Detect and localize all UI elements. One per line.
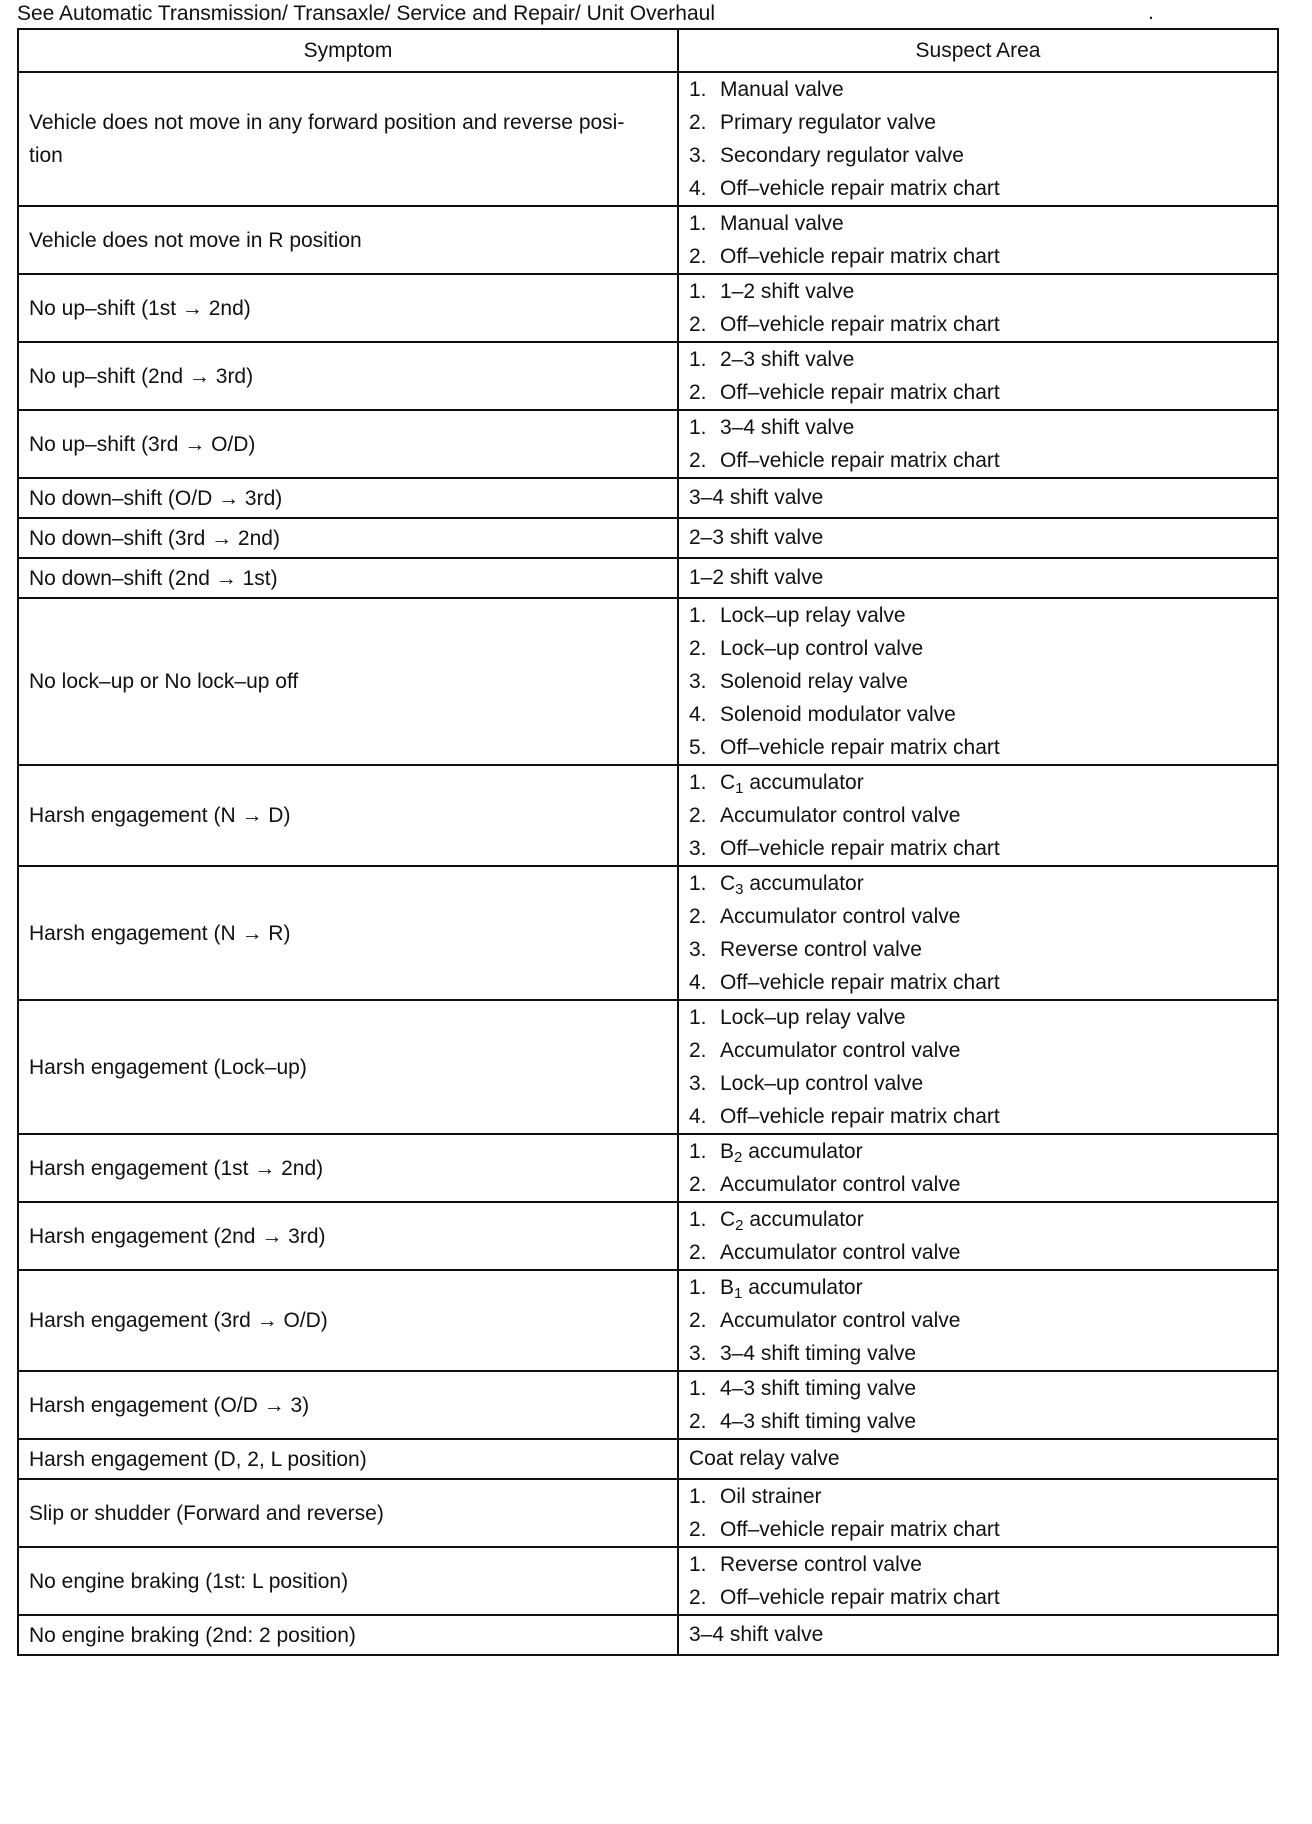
- item-number: 4.: [689, 1104, 707, 1128]
- item-number: 2.: [689, 1585, 707, 1609]
- list-item: [689, 665, 1267, 698]
- item-number: 2.: [689, 904, 707, 928]
- item-text: Off–vehicle repair matrix chart: [720, 176, 1000, 200]
- item-text: Off–vehicle repair matrix chart: [720, 836, 1000, 860]
- table-row: [18, 206, 1278, 274]
- suspect-area-list: [689, 599, 1267, 764]
- item-number: 2.: [689, 244, 707, 268]
- item-text: Primary regulator valve: [720, 110, 936, 134]
- suspect-area-text: 1–2 shift valve: [689, 566, 824, 589]
- suspect-area-text: 3–4 shift valve: [689, 1623, 824, 1646]
- symptom-cell: No down–shift (3rd → 2nd): [18, 518, 678, 558]
- item-text: Oil strainer: [720, 1484, 822, 1508]
- item-text-prefix: B: [720, 1275, 735, 1299]
- item-text: 1–2 shift valve: [720, 279, 855, 303]
- item-text: Secondary regulator valve: [720, 143, 964, 167]
- list-item: [689, 275, 1267, 308]
- item-number: 1.: [689, 1376, 707, 1400]
- suspect-area-text: 3–4 shift valve: [689, 486, 824, 509]
- table-row: [18, 1439, 1278, 1479]
- list-item: [689, 698, 1267, 731]
- list-item: [689, 106, 1267, 139]
- item-number: 2.: [689, 636, 707, 660]
- item-number: 1.: [689, 1484, 707, 1508]
- item-number: 3.: [689, 143, 707, 167]
- table-row: [18, 274, 1278, 342]
- symptom-cell: Slip or shudder (Forward and reverse): [18, 1479, 678, 1547]
- list-item: [689, 1203, 1267, 1236]
- item-text-suffix: accumulator: [743, 871, 864, 895]
- suspect-area-cell: [678, 342, 1278, 410]
- list-item: [689, 1067, 1267, 1100]
- item-text: [720, 1208, 864, 1232]
- item-subscript: 3: [735, 880, 744, 898]
- item-text: Accumulator control valve: [720, 1240, 961, 1264]
- item-text: [720, 1140, 863, 1164]
- item-number: 3.: [689, 669, 707, 693]
- list-item: [689, 1135, 1267, 1168]
- item-text: Lock–up control valve: [720, 636, 924, 660]
- table-row: [18, 1547, 1278, 1615]
- item-text: Off–vehicle repair matrix chart: [720, 448, 1000, 472]
- suspect-area-list: [689, 73, 1267, 205]
- list-item: [689, 343, 1267, 376]
- suspect-area-cell: [678, 1371, 1278, 1439]
- item-number: 4.: [689, 176, 707, 200]
- table-row: [18, 1479, 1278, 1547]
- symptom-cell: No down–shift (2nd → 1st): [18, 558, 678, 598]
- item-number: 3.: [689, 1071, 707, 1095]
- list-item: [689, 1372, 1267, 1405]
- list-item: [689, 1168, 1267, 1201]
- suspect-area-list: [689, 1372, 1267, 1438]
- symptom-cell: Harsh engagement (Lock–up): [18, 1000, 678, 1134]
- item-text: 3–4 shift valve: [720, 415, 855, 439]
- list-item: [689, 900, 1267, 933]
- list-item: [689, 1337, 1267, 1370]
- column-header-symptom: Symptom: [18, 29, 678, 72]
- item-text: [720, 1276, 863, 1300]
- list-item: [689, 1581, 1267, 1614]
- list-item: [689, 933, 1267, 966]
- item-text: Reverse control valve: [720, 937, 922, 961]
- list-item: [689, 172, 1267, 205]
- suspect-area-text: Coat relay valve: [689, 1447, 840, 1470]
- item-number: 1.: [689, 77, 707, 101]
- suspect-area-text: 2–3 shift valve: [689, 526, 824, 549]
- symptom-cell: Harsh engagement (N → D): [18, 765, 678, 866]
- suspect-area-cell: [678, 598, 1278, 765]
- table-row: [18, 598, 1278, 765]
- item-text: Off–vehicle repair matrix chart: [720, 970, 1000, 994]
- item-text: 4–3 shift timing valve: [720, 1376, 917, 1400]
- item-number: 1.: [689, 770, 707, 794]
- item-number: 2.: [689, 1240, 707, 1264]
- symptom-cell: Vehicle does not move in any forward position and reverse posi- tion: [18, 72, 678, 206]
- item-text-prefix: B: [720, 1139, 735, 1163]
- table-row: [18, 1270, 1278, 1371]
- item-text: 3–4 shift timing valve: [720, 1341, 917, 1365]
- item-number: 2.: [689, 1172, 707, 1196]
- item-number: 1.: [689, 1139, 707, 1163]
- list-item: [689, 207, 1267, 240]
- suspect-area-cell: [678, 1134, 1278, 1202]
- symptom-cell: Harsh engagement (O/D → 3): [18, 1371, 678, 1439]
- item-text: Off–vehicle repair matrix chart: [720, 735, 1000, 759]
- table-row: [18, 866, 1278, 1000]
- list-item: [689, 1513, 1267, 1546]
- item-text: Off–vehicle repair matrix chart: [720, 312, 1000, 336]
- symptom-cell: Vehicle does not move in R position: [18, 206, 678, 274]
- item-text-suffix: accumulator: [743, 1207, 864, 1231]
- list-item: [689, 308, 1267, 341]
- symptom-cell: No down–shift (O/D → 3rd): [18, 478, 678, 518]
- table-row: [18, 558, 1278, 598]
- item-number: 2.: [689, 110, 707, 134]
- item-number: 3.: [689, 1341, 707, 1365]
- item-number: 1.: [689, 279, 707, 303]
- item-number: 1.: [689, 1005, 707, 1029]
- item-number: 1.: [689, 603, 707, 627]
- suspect-area-cell: [678, 1615, 1278, 1655]
- item-number: 2.: [689, 380, 707, 404]
- item-text-suffix: accumulator: [743, 770, 864, 794]
- item-text: Solenoid modulator valve: [720, 702, 956, 726]
- list-item: [689, 73, 1267, 106]
- column-header-suspect-area: Suspect Area: [678, 29, 1278, 72]
- suspect-area-cell: [678, 410, 1278, 478]
- suspect-area-cell: [678, 1000, 1278, 1134]
- item-text-suffix: accumulator: [742, 1139, 863, 1163]
- suspect-area-list: [689, 411, 1267, 477]
- item-text: Accumulator control valve: [720, 1308, 961, 1332]
- list-item: [689, 599, 1267, 632]
- item-number: 3.: [689, 836, 707, 860]
- table-row: [18, 342, 1278, 410]
- symptom-cell: Harsh engagement (2nd → 3rd): [18, 1202, 678, 1270]
- item-text: Accumulator control valve: [720, 1172, 961, 1196]
- symptom-cell: No engine braking (1st: L position): [18, 1547, 678, 1615]
- table-row: [18, 1000, 1278, 1134]
- item-number: 1.: [689, 1275, 707, 1299]
- item-text: 4–3 shift timing valve: [720, 1409, 917, 1433]
- item-text: Off–vehicle repair matrix chart: [720, 1585, 1000, 1609]
- list-item: [689, 832, 1267, 865]
- header-dot: .: [1148, 1, 1154, 24]
- page-breadcrumb: See Automatic Transmission/ Transaxle/ Service and Repair/ Unit Overhaul: [17, 2, 715, 25]
- item-text-prefix: C: [720, 770, 736, 794]
- table-row: [18, 1202, 1278, 1270]
- suspect-area-list: [689, 867, 1267, 999]
- item-text: Accumulator control valve: [720, 904, 961, 928]
- list-item: [689, 799, 1267, 832]
- item-text: Accumulator control valve: [720, 803, 961, 827]
- suspect-area-list: [689, 1203, 1267, 1269]
- suspect-area-list: [689, 1548, 1267, 1614]
- suspect-area-list: [689, 1271, 1267, 1370]
- symptom-cell: No up–shift (3rd → O/D): [18, 410, 678, 478]
- item-number: 2.: [689, 1409, 707, 1433]
- list-item: [689, 139, 1267, 172]
- list-item: [689, 1548, 1267, 1581]
- list-item: [689, 1100, 1267, 1133]
- item-subscript: 2: [735, 1216, 744, 1234]
- item-text-prefix: C: [720, 1207, 736, 1231]
- item-text: Reverse control valve: [720, 1552, 922, 1576]
- item-number: 4.: [689, 970, 707, 994]
- list-item: [689, 966, 1267, 999]
- symptom-table: [17, 28, 1279, 1656]
- suspect-area-cell: [678, 765, 1278, 866]
- item-number: 2.: [689, 1517, 707, 1541]
- suspect-area-list: [689, 1135, 1267, 1201]
- suspect-area-list: [689, 207, 1267, 273]
- item-text-prefix: C: [720, 871, 736, 895]
- item-text: Manual valve: [720, 211, 844, 235]
- item-number: 2.: [689, 312, 707, 336]
- item-subscript: 2: [734, 1148, 743, 1166]
- item-text: 2–3 shift valve: [720, 347, 855, 371]
- list-item: [689, 867, 1267, 900]
- symptom-cell: Harsh engagement (N → R): [18, 866, 678, 1000]
- table-body: [18, 72, 1278, 1655]
- item-number: 1.: [689, 1207, 707, 1231]
- list-item: [689, 766, 1267, 799]
- item-text: Off–vehicle repair matrix chart: [720, 1517, 1000, 1541]
- table-header-row: [18, 29, 1278, 72]
- list-item: [689, 632, 1267, 665]
- item-number: 1.: [689, 415, 707, 439]
- table-row: [18, 410, 1278, 478]
- suspect-area-cell: [678, 274, 1278, 342]
- suspect-area-cell: [678, 518, 1278, 558]
- table-row: [18, 1371, 1278, 1439]
- item-number: 4.: [689, 702, 707, 726]
- list-item: [689, 1034, 1267, 1067]
- suspect-area-list: [689, 1001, 1267, 1133]
- list-item: [689, 1480, 1267, 1513]
- item-text: Manual valve: [720, 77, 844, 101]
- suspect-area-cell: [678, 1439, 1278, 1479]
- suspect-area-list: [689, 275, 1267, 341]
- item-number: 1.: [689, 211, 707, 235]
- list-item: [689, 1001, 1267, 1034]
- table-row: [18, 478, 1278, 518]
- list-item: [689, 240, 1267, 273]
- item-text: Solenoid relay valve: [720, 669, 908, 693]
- list-item: [689, 411, 1267, 444]
- item-text: Off–vehicle repair matrix chart: [720, 244, 1000, 268]
- symptom-cell: Harsh engagement (D, 2, L position): [18, 1439, 678, 1479]
- item-text: Lock–up relay valve: [720, 1005, 906, 1029]
- suspect-area-list: [689, 343, 1267, 409]
- item-text: Off–vehicle repair matrix chart: [720, 1104, 1000, 1128]
- item-number: 2.: [689, 1308, 707, 1332]
- item-number: 1.: [689, 871, 707, 895]
- suspect-area-cell: [678, 558, 1278, 598]
- table-row: [18, 72, 1278, 206]
- suspect-area-cell: [678, 1270, 1278, 1371]
- table-row: [18, 1615, 1278, 1655]
- suspect-area-list: [689, 1480, 1267, 1546]
- table-row: [18, 518, 1278, 558]
- list-item: [689, 1304, 1267, 1337]
- suspect-area-cell: [678, 866, 1278, 1000]
- list-item: [689, 376, 1267, 409]
- list-item: [689, 1271, 1267, 1304]
- item-subscript: 1: [734, 1284, 743, 1302]
- item-text: [720, 872, 864, 896]
- suspect-area-cell: [678, 206, 1278, 274]
- item-text: Accumulator control valve: [720, 1038, 961, 1062]
- list-item: [689, 731, 1267, 764]
- item-number: 2.: [689, 1038, 707, 1062]
- symptom-cell: Harsh engagement (1st → 2nd): [18, 1134, 678, 1202]
- symptom-cell: No engine braking (2nd: 2 position): [18, 1615, 678, 1655]
- symptom-cell: No up–shift (2nd → 3rd): [18, 342, 678, 410]
- item-text: Lock–up control valve: [720, 1071, 924, 1095]
- suspect-area-cell: [678, 72, 1278, 206]
- symptom-cell: No up–shift (1st → 2nd): [18, 274, 678, 342]
- item-text: Off–vehicle repair matrix chart: [720, 380, 1000, 404]
- item-number: 1.: [689, 347, 707, 371]
- suspect-area-cell: [678, 1479, 1278, 1547]
- table-row: [18, 765, 1278, 866]
- list-item: [689, 444, 1267, 477]
- suspect-area-cell: [678, 478, 1278, 518]
- item-number: 3.: [689, 937, 707, 961]
- symptom-cell: Harsh engagement (3rd → O/D): [18, 1270, 678, 1371]
- item-number: 2.: [689, 803, 707, 827]
- item-subscript: 1: [735, 779, 744, 797]
- suspect-area-cell: [678, 1202, 1278, 1270]
- item-text: Lock–up relay valve: [720, 603, 906, 627]
- symptom-cell: No lock–up or No lock–up off: [18, 598, 678, 765]
- item-number: 5.: [689, 735, 707, 759]
- suspect-area-cell: [678, 1547, 1278, 1615]
- list-item: [689, 1236, 1267, 1269]
- item-text: [720, 771, 864, 795]
- list-item: [689, 1405, 1267, 1438]
- item-number: 1.: [689, 1552, 707, 1576]
- item-text-suffix: accumulator: [742, 1275, 863, 1299]
- table-row: [18, 1134, 1278, 1202]
- suspect-area-list: [689, 766, 1267, 865]
- item-number: 2.: [689, 448, 707, 472]
